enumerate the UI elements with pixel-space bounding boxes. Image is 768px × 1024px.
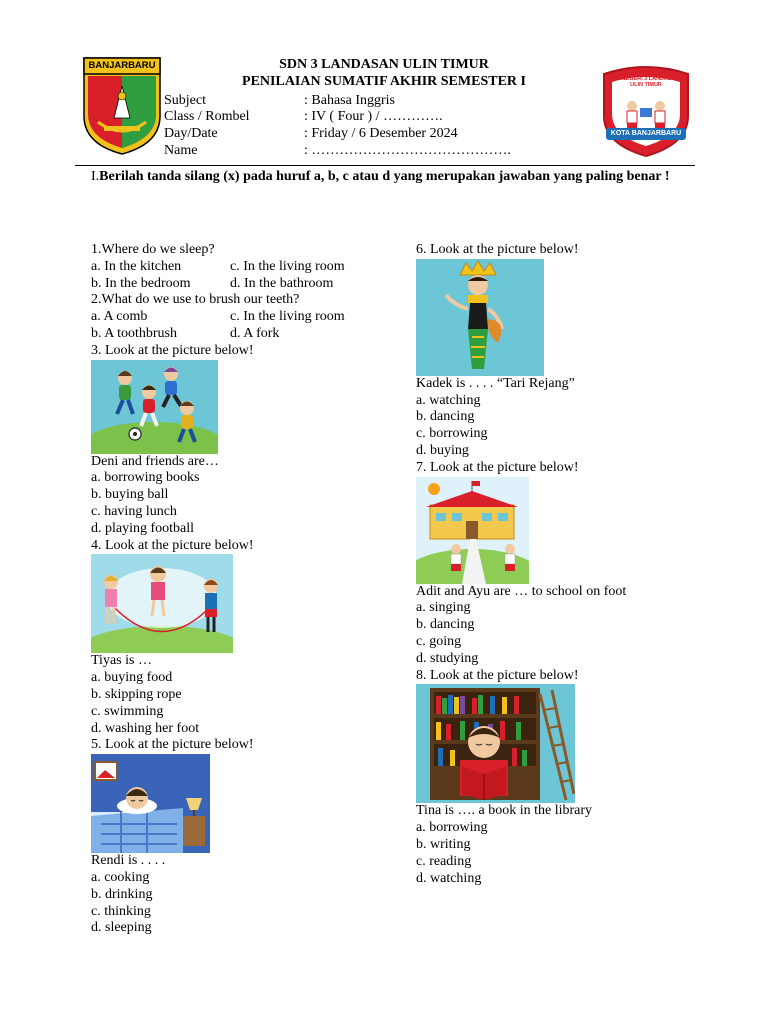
q3-stem: 3. Look at the picture below!	[91, 342, 254, 358]
library-reading-picture	[416, 684, 575, 803]
q7-option-d[interactable]: d. studying	[416, 650, 479, 666]
q5-prompt: Rendi is . . . .	[91, 853, 166, 869]
q5-option-a[interactable]: a. cooking	[91, 869, 150, 885]
q1-option-b[interactable]: b. In the bedroom	[91, 275, 191, 291]
right-logo-bottom-text: KOTA BANJARBARU	[610, 130, 682, 137]
q5-option-d[interactable]: d. sleeping	[91, 920, 152, 936]
q2-options-row-1	[91, 309, 401, 326]
q1-options-row-1	[91, 259, 401, 276]
header-divider	[75, 165, 695, 166]
q3-option-a[interactable]: a. borrowing books	[91, 470, 200, 486]
skipping-rope-picture	[91, 554, 233, 653]
q8-option-a[interactable]: a. borrowing	[416, 820, 488, 836]
instruction-text: Berilah tanda silang (x) pada huruf a, b, c atau d yang merupakan jawaban yang paling benar !	[99, 169, 670, 184]
q1-option-d[interactable]: d. In the bathroom	[230, 275, 334, 291]
q4-option-a[interactable]: a. buying food	[91, 670, 173, 686]
q4-option-b[interactable]: b. skipping rope	[91, 686, 182, 702]
school-name: SDN 3 LANDASAN ULIN TIMUR	[279, 57, 489, 72]
right-column	[416, 242, 716, 887]
subject-value: : Bahasa Inggris	[304, 93, 395, 108]
q5-option-c[interactable]: c. thinking	[91, 903, 151, 919]
banjarbaru-logo	[82, 56, 162, 156]
class-value: : IV ( Four ) / ………….	[304, 109, 443, 124]
q5-stem: 5. Look at the picture below!	[91, 737, 254, 753]
date-value: : Friday / 6 Desember 2024	[304, 126, 458, 141]
q4-stem: 4. Look at the picture below!	[91, 537, 254, 553]
q2-option-a[interactable]: a. A comb	[91, 309, 148, 325]
instruction-number: I.	[91, 169, 100, 184]
q6-option-a[interactable]: a. watching	[416, 392, 481, 408]
q8-prompt: Tina is …. a book in the library	[416, 803, 593, 819]
q2-options-row-2	[91, 326, 401, 343]
q3-option-d[interactable]: d. playing football	[91, 520, 195, 536]
q1-stem: 1.Where do we sleep?	[91, 242, 215, 257]
q1-options-row-2	[91, 276, 401, 293]
name-value: : …………………………………….	[304, 143, 511, 158]
date-label: Day/Date	[164, 126, 218, 141]
school-badge-logo	[600, 60, 692, 158]
q3-option-b[interactable]: b. buying ball	[91, 487, 169, 503]
q4-option-d[interactable]: d. washing her foot	[91, 720, 200, 736]
q1-option-c[interactable]: c. In the living room	[230, 258, 345, 274]
q6-option-c[interactable]: c. borrowing	[416, 426, 488, 442]
q4-option-c[interactable]: c. swimming	[91, 703, 164, 719]
q7-option-a[interactable]: a. singing	[416, 600, 471, 616]
q7-option-b[interactable]: b. dancing	[416, 617, 475, 633]
instruction	[91, 168, 696, 186]
q3-option-c[interactable]: c. having lunch	[91, 503, 177, 519]
right-logo-top-text: SD NEGERI 3 LANDASAN ULIN TIMUR	[612, 76, 680, 88]
q6-option-d[interactable]: d. buying	[416, 442, 469, 458]
q5-option-b[interactable]: b. drinking	[91, 886, 153, 902]
q8-option-d[interactable]: d. watching	[416, 870, 482, 886]
left-logo-text: BANJARBARU	[88, 60, 156, 71]
name-label: Name	[164, 143, 198, 158]
q1-option-a[interactable]: a. In the kitchen	[91, 258, 182, 274]
left-column	[91, 242, 401, 937]
q2-option-c[interactable]: c. In the living room	[230, 309, 345, 325]
q6-prompt: Kadek is . . . . “Tari Rejang”	[416, 375, 575, 391]
q7-prompt: Adit and Ayu are … to school on foot	[416, 583, 627, 599]
q3-prompt: Deni and friends are…	[91, 453, 219, 469]
subject-label: Subject	[164, 93, 206, 108]
sleeping-picture	[91, 754, 210, 853]
q7-option-c[interactable]: c. going	[416, 633, 462, 649]
going-to-school-picture	[416, 477, 529, 584]
q2-stem: 2.What do we use to brush our teeth?	[91, 292, 300, 308]
q6-option-b[interactable]: b. dancing	[416, 409, 475, 425]
q8-option-c[interactable]: c. reading	[416, 853, 472, 869]
q8-stem: 8. Look at the picture below!	[416, 667, 579, 683]
exam-title: PENILAIAN SUMATIF AKHIR SEMESTER I	[242, 74, 526, 89]
q4-prompt: Tiyas is …	[91, 653, 152, 669]
dancer-picture	[416, 259, 544, 376]
q8-option-b[interactable]: b. writing	[416, 836, 471, 852]
q7-stem: 7. Look at the picture below!	[416, 459, 579, 475]
q6-stem: 6. Look at the picture below!	[416, 242, 579, 257]
q2-option-d[interactable]: d. A fork	[230, 325, 280, 341]
class-label: Class / Rombel	[164, 109, 250, 124]
football-picture	[91, 360, 218, 454]
q2-option-b[interactable]: b. A toothbrush	[91, 325, 177, 341]
